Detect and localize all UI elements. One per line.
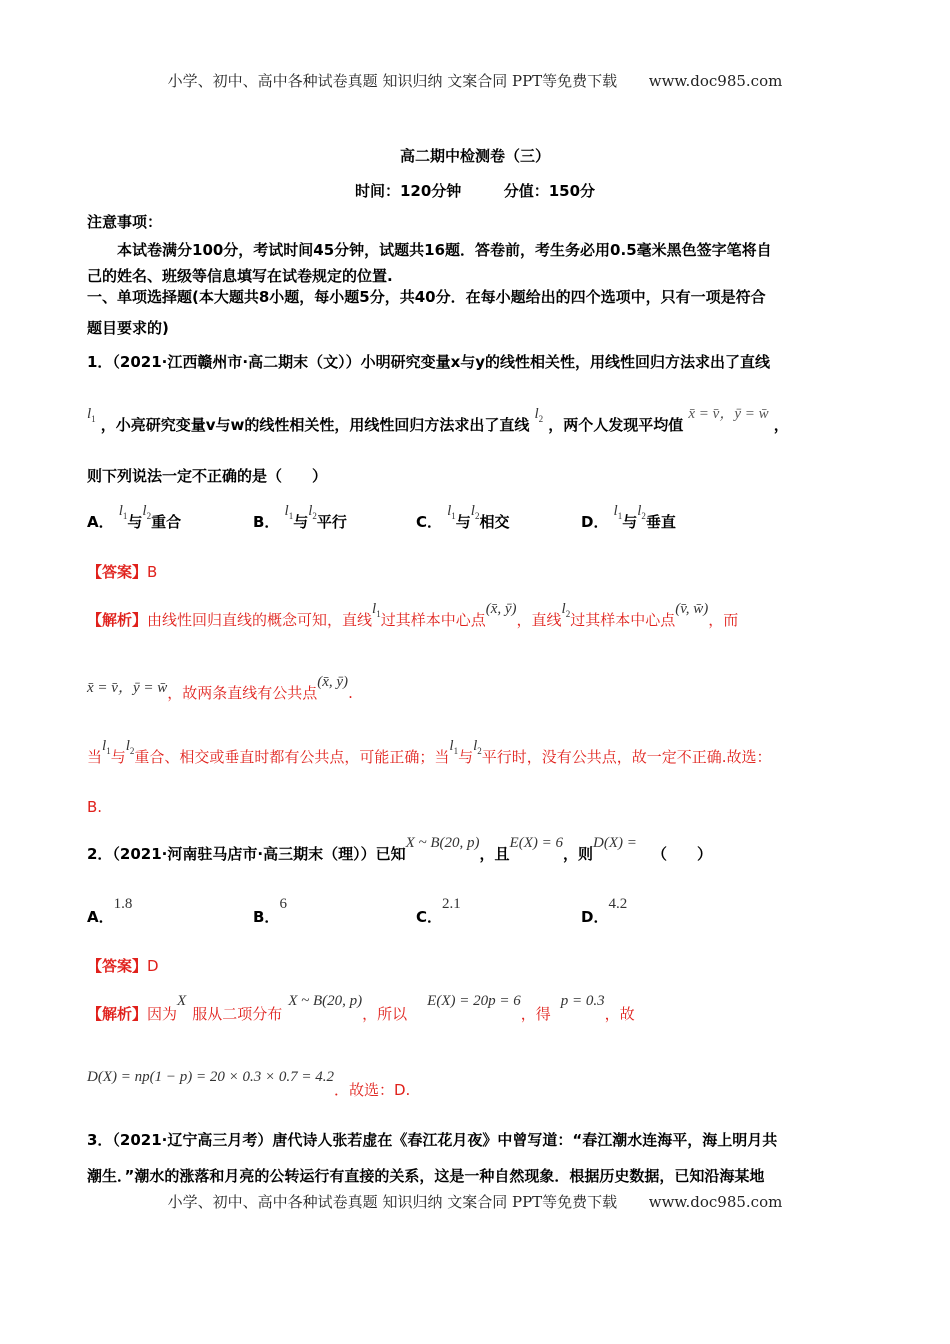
- answer-tag: 【答案】: [87, 563, 148, 581]
- q1-analysis-line3: 当$l_1$与$l_2$重合、相交或垂直时都有公共点，可能正确；当$l_1$与$l_2$平行时，没有公共点，故一定不正确.故选：: [87, 738, 772, 766]
- q1-stem-text: ，小亮研究变量v与w的线性相关性，用线性回归方法求出了直线: [100, 416, 530, 434]
- q2-option-a: A．1.8: [87, 896, 133, 926]
- q3-stem-line2: 潮生．”潮水的涨落和月亮的公转运行有直接的关系，这是一种自然现象．根据历史数据，已知沿海某地: [87, 1167, 765, 1185]
- section-heading: 一、单项选择题(本大题共8小题，每小题5分，共40分．在每小题给出的四个选项中，只有一项是符合: [87, 288, 766, 306]
- q2-analysis-line1: 【解析】因为X服从二项分布X ~ B(20, p)，所以E(X) = 20p = 6，得p = 0.3，故: [87, 993, 635, 1023]
- q1-means-formula: x̄ = v̄，ȳ = w̄: [688, 406, 769, 422]
- q1-option-b: B． $l_1$与$l_2$平行: [253, 503, 347, 531]
- q1-analysis-line1: 【解析】由线性回归直线的概念可知，直线$l_1$过其样本中心点(x̄, ȳ)，直线$l_2$过其样本中心点(v̄, w̄)，而: [87, 601, 739, 629]
- header-site: www.doc985.com: [648, 72, 783, 90]
- q2-answer: [87, 956, 159, 976]
- answer-value: D: [147, 957, 159, 975]
- answer-tag: 【答案】: [87, 957, 148, 975]
- section-heading-cont: 题目要求的): [87, 319, 169, 337]
- q1-stem-line1: 1．（2021·江西赣州市·高二期末（文））小明研究变量x与y的线性相关性，用线性回归方法求出了直线: [87, 353, 771, 371]
- q2-option-b: B．6: [253, 896, 287, 926]
- q1-comma: ，: [773, 416, 789, 434]
- exam-time: 时间：120分钟: [354, 182, 462, 200]
- line-l2-symbol: $l_2$: [534, 406, 544, 424]
- page-title: 高二期中检测卷（三）: [399, 147, 550, 165]
- q1-option-c: C． $l_1$与$l_2$相交: [416, 503, 510, 531]
- q1-stem-line2: [87, 402, 789, 434]
- exam-score: 分值：150分: [503, 182, 596, 200]
- page-footer: [0, 1191, 950, 1212]
- q1-option-a: A． $l_1$与$l_2$重合: [87, 503, 182, 531]
- q1-stem-line3: 则下列说法一定不正确的是（ ）: [87, 467, 328, 485]
- notice-line1: 本试卷满分100分，考试时间45分钟，试题共16题．答卷前，考生务必用0.5毫米黑色签字笔将自: [117, 241, 772, 259]
- footer-text: 小学、初中、高中各种试卷真题 知识归纳 文案合同 PPT等免费下载: [167, 1193, 618, 1211]
- q1-option-d: D． $l_1$与$l_2$垂直: [581, 503, 676, 531]
- line-l1-symbol: $l_1$: [87, 406, 96, 424]
- header-text: 小学、初中、高中各种试卷真题 知识归纳 文案合同 PPT等免费下载: [167, 72, 618, 90]
- footer-site: www.doc985.com: [648, 1193, 783, 1211]
- page-header: [0, 70, 950, 91]
- answer-value: B: [147, 563, 158, 581]
- q1-analysis-line2: x̄ = v̄，ȳ = w̄，故两条直线有公共点(x̄, ȳ).: [87, 674, 353, 702]
- q2-options: [87, 893, 887, 933]
- q3-stem-line1: 3．（2021·辽宁高三月考）唐代诗人张若虚在《春江花月夜》中曾写道：“春江潮水连海平，海上明月共: [87, 1131, 778, 1149]
- notice-heading: 注意事项：: [87, 213, 163, 231]
- q1-answer: [87, 562, 157, 582]
- q2-analysis-line2: D(X) = np(1 − p) = 20 × 0.3 × 0.7 = 4.2．故选：D.: [87, 1069, 411, 1099]
- q2-option-c: C．2.1: [416, 896, 461, 926]
- q1-stem-text-2: ，两个人发现平均值: [548, 416, 684, 434]
- notice-line2: 己的姓名、班级等信息填写在试卷规定的位置.: [87, 267, 393, 285]
- exam-meta: [0, 180, 950, 201]
- q1-options: [87, 500, 887, 540]
- q2-option-d: D．4.2: [581, 896, 628, 926]
- q1-analysis-line4: B.: [87, 798, 103, 816]
- q2-stem: 2．（2021·河南驻马店市·高三期末（理））已知X ~ B(20, p)，且E(X) = 6，则D(X) = （ ）: [87, 835, 712, 863]
